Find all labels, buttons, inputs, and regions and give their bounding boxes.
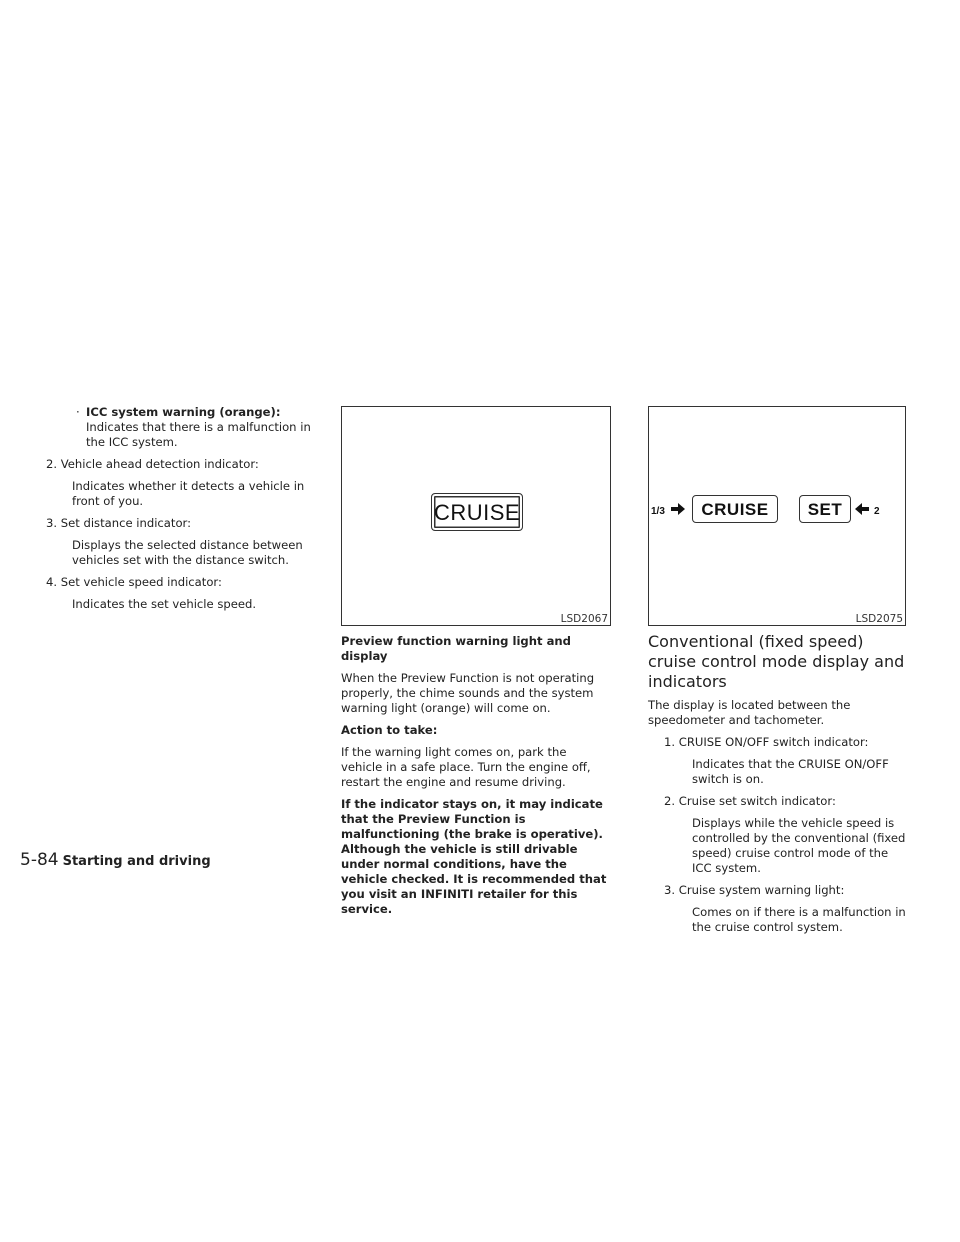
item-body: Comes on if there is a malfunction in the cruise control system. — [692, 905, 906, 934]
list-item — [648, 794, 906, 876]
item-head: 1. CRUISE ON/OFF switch indicator: — [664, 735, 869, 749]
list-item — [648, 883, 906, 935]
arrow-left-icon — [854, 502, 870, 516]
item-body: Indicates that the CRUISE ON/OFF switch is on. — [692, 757, 889, 786]
item-head: 2. Cruise set switch indicator: — [664, 794, 836, 808]
arrow-right-icon — [670, 502, 686, 516]
figure-code: LSD2075 — [855, 613, 903, 625]
list-item — [20, 457, 320, 509]
subhead: Preview function warning light and display — [341, 634, 571, 663]
callout-2: 2 — [874, 506, 880, 517]
item-body: Displays the selected distance between vehicles set with the distance switch. — [72, 538, 303, 567]
warning-paragraph: If the indicator stays on, it may indicate that the Preview Function is malfunctioning (the brake is operative). Although the vehicle is still drivable under normal conditions, have the vehicle checked. It is recommended that you visit an INFINITI retailer for this service. — [341, 797, 607, 916]
set-indicator-box: SET — [799, 495, 851, 523]
action-head: Action to take: — [341, 723, 438, 737]
item-body: Displays while the vehicle speed is controlled by the conventional (fixed speed) cruise control mode of the ICC system. — [692, 816, 906, 875]
figure-cruise-set-display — [648, 406, 906, 626]
item-body: Indicates whether it detects a vehicle in front of you. — [72, 479, 305, 508]
paragraph: When the Preview Function is not operating properly, the chime sounds and the system warning light (orange) will come on. — [341, 671, 595, 715]
column-middle — [341, 406, 611, 924]
cruise-display-box: CRUISE — [431, 493, 523, 531]
cruise-indicator-box: CRUISE — [692, 495, 778, 523]
bullet-body: Indicates that there is a malfunction in the ICC system. — [86, 420, 311, 449]
bullet-dot-icon: · — [76, 405, 80, 419]
page-number: 5-84 — [20, 850, 59, 870]
paragraph: If the warning light comes on, park the vehicle in a safe place. Turn the engine off, restart the engine and resume driving. — [341, 745, 591, 789]
column-left — [20, 405, 320, 619]
section-title: Conventional (fixed speed) cruise control mode display and indicators — [648, 632, 905, 691]
bullet-icc-warning — [20, 405, 320, 450]
list-item — [20, 575, 320, 612]
item-head: 3. Cruise system warning light: — [664, 883, 845, 897]
section-name: Starting and driving — [62, 854, 211, 869]
list-item — [648, 735, 906, 787]
item-head: 2. Vehicle ahead detection indicator: — [46, 457, 259, 471]
column-right — [648, 406, 906, 942]
item-body: Indicates the set vehicle speed. — [72, 597, 257, 611]
item-head: 3. Set distance indicator: — [46, 516, 192, 530]
intro-paragraph: The display is located between the speedometer and tachometer. — [648, 698, 851, 727]
list-item — [20, 516, 320, 568]
figure-code: LSD2067 — [560, 613, 608, 625]
callout-1-3: 1/3 — [651, 506, 665, 517]
page-footer — [20, 850, 211, 872]
bullet-title: ICC system warning (orange): — [86, 405, 281, 419]
item-head: 4. Set vehicle speed indicator: — [46, 575, 222, 589]
figure-cruise-display — [341, 406, 611, 626]
